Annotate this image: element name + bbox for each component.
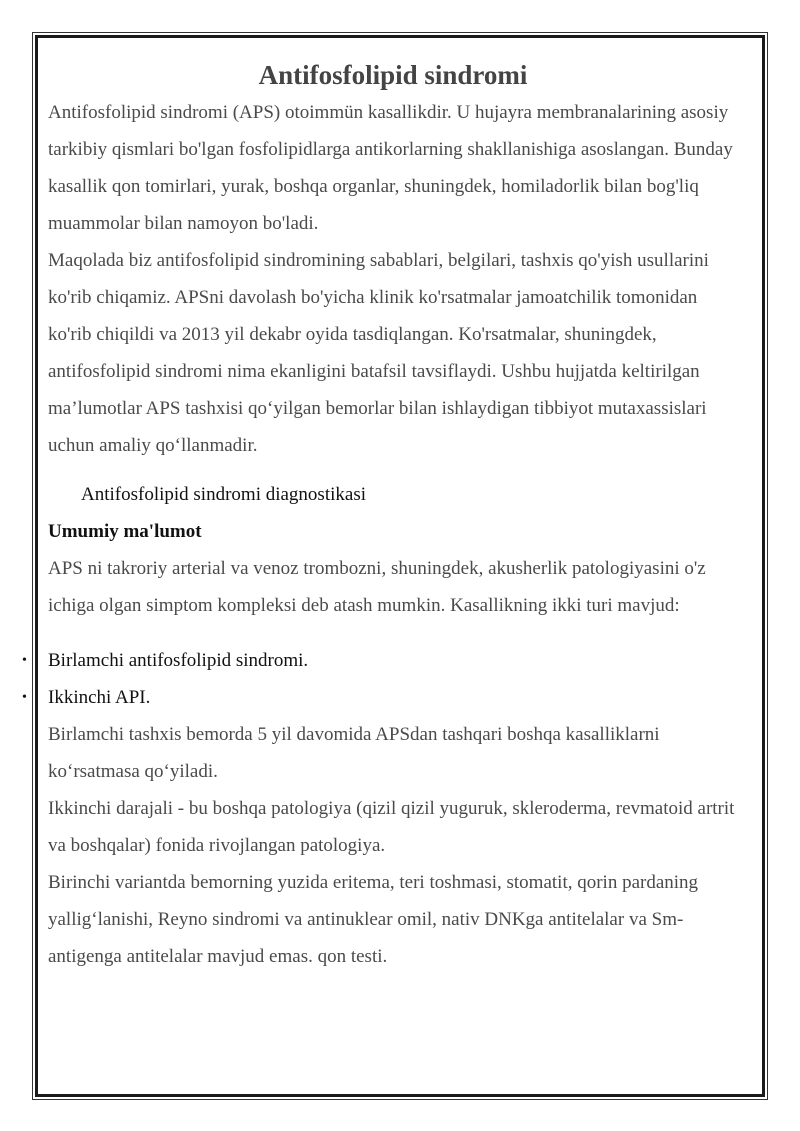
section-title: Antifosfolipid sindromi diagnostikasi — [81, 484, 366, 505]
disease-types-list — [22, 642, 738, 716]
list-item — [22, 642, 738, 679]
intro-paragraph-2: Maqolada biz antifosfolipid sindromining sabablari, belgilari, tashxis qo'yish usullarini ko'rib chiqamiz. APSni davolash bo'yicha klinik ko'rsatmalar jamoatchilik tomonidan ko'rib chiqildi va 2013 yil dekabr oyida tasdiqlangan. Ko'rsatmalar, shuningdek, antifosfolipid sindromi nima ekanligini batafsil tavsiflaydi. Ushbu hujjatda keltirilgan ma’lumotlar APS tashxisi qo‘yilgan bemorlar bilan ishlaydigan tibbiyot mutaxassislari uchun amaliy qo‘llanmadir. — [48, 250, 709, 456]
section-paragraph: APS ni takroriy arterial va venoz trombozni, shuningdek, akusherlik patologiyasini o'z ichiga olgan simptom kompleksi deb atash mumkin. Kasallikning ikki turi mavjud: — [48, 558, 706, 616]
after-paragraph-3: Birinchi variantda bemorning yuzida eritema, teri toshmasi, stomatit, qorin pardaning yallig‘lanishi, Reyno sindromi va antinuklear omil, nativ DNKga antitelalar va Sm-antigenga antitelalar mavjud emas. qon testi. — [48, 872, 699, 967]
bullet-icon: • — [22, 653, 27, 668]
after-paragraph-2: Ikkinchi darajali - bu boshqa patologiya (qizil qizil yuguruk, skleroderma, revmatoid artrit va boshqalar) fonida rivojlangan patologiya. — [48, 798, 735, 856]
document-title: Antifosfolipid sindromi — [258, 60, 528, 90]
section-heading: Umumiy ma'lumot — [48, 521, 202, 542]
list-item-text: Birlamchi antifosfolipid sindromi. — [48, 650, 309, 671]
after-paragraph-1: Birlamchi tashxis bemorda 5 yil davomida APSdan tashqari boshqa kasalliklarni ko‘rsatmasa qo‘yiladi. — [48, 724, 660, 782]
list-item-text: Ikkinchi API. — [48, 687, 151, 708]
document-body — [22, 56, 738, 975]
list-item — [22, 679, 738, 716]
bullet-icon: • — [22, 690, 27, 705]
intro-paragraph-1: Antifosfolipid sindromi (APS) otoimmün kasallikdir. U hujayra membranalarining asosiy tarkibiy qismlari bo'lgan fosfolipidlarga antikorlarning shakllanishiga asoslangan. Bunday kasallik qon tomirlari, yurak, boshqa organlar, shuningdek, homiladorlik bilan bog'liq muammolar bilan namoyon bo'ladi. — [48, 102, 733, 234]
